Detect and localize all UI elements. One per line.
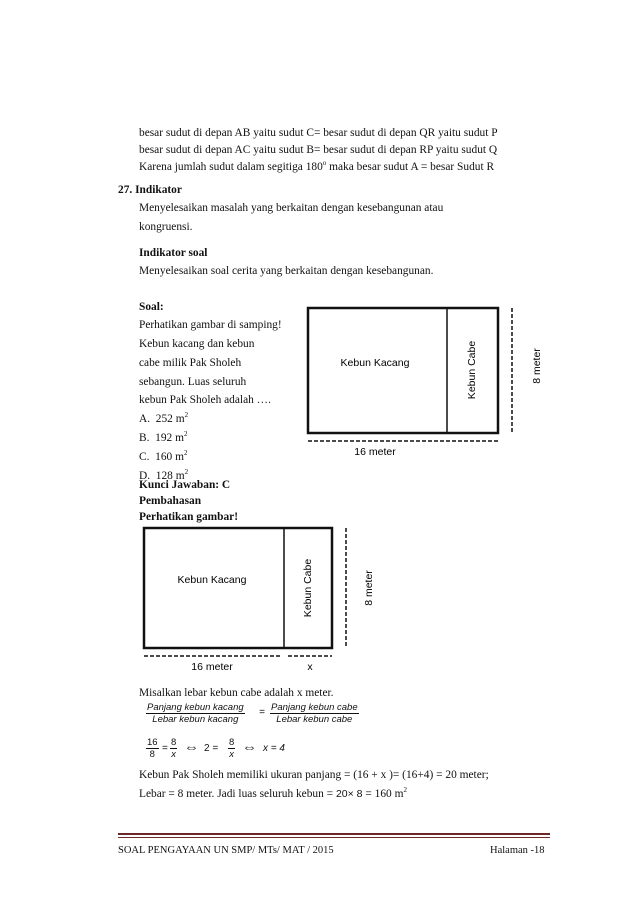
- width-label: 16 meter: [191, 661, 233, 673]
- ratio-numerator: Panjang kebun cabe: [271, 702, 358, 713]
- calc-numerator: 8: [229, 737, 235, 748]
- equivalence-arrow-icon: ⇔: [242, 739, 257, 756]
- calc-fraction-8-x: [170, 737, 177, 760]
- width-label: 16 meter: [354, 446, 396, 458]
- calc-fraction-8-x-2: [228, 737, 235, 760]
- calc-fraction-16-8: [146, 737, 159, 760]
- question-number-heading: 27. Indikator: [118, 184, 182, 196]
- soal-line: sebangun. Luas seluruh: [139, 376, 247, 388]
- garden-figure-1: [300, 300, 560, 460]
- kebun-cabe-label: Kebun Cabe: [466, 340, 478, 400]
- x-label: x: [307, 661, 313, 673]
- indicator-line-2: kongruensi.: [139, 221, 193, 233]
- ratio-denominator: Lebar kebun cabe: [276, 714, 353, 725]
- indicator-line-1: Menyelesaikan masalah yang berkaitan dengan kesebangunan atau: [139, 202, 444, 214]
- indicator-soal-heading: Indikator soal: [139, 247, 208, 259]
- calc-equals: =: [162, 743, 168, 754]
- option-c: C. 160 $m^2$: [139, 449, 188, 463]
- calc-denominator: 8: [149, 749, 155, 760]
- height-label: 8 meter: [531, 348, 543, 384]
- intro-line-2: besar sudut di depan AC yaitu sudut B= besar sudut di depan RP yaitu sudut Q: [139, 144, 498, 156]
- misalkan-line: Misalkan lebar kebun cabe adalah x meter.: [139, 687, 334, 699]
- calc-denominator: x: [171, 749, 177, 760]
- height-label: 8 meter: [363, 570, 375, 606]
- ratio-equals: =: [259, 707, 265, 718]
- ratio-fraction-kacang: [146, 702, 245, 725]
- soal-line: cabe milik Pak Sholeh: [139, 357, 242, 369]
- intro-line-3: Karena jumlah sudut dalam segitiga 180$^o$ maka besar sudut A = besar Sudut R: [139, 159, 495, 173]
- pembahasan-heading: Pembahasan: [139, 495, 202, 507]
- ratio-numerator: Panjang kebun kacang: [147, 702, 244, 713]
- garden-figure-2: [136, 520, 386, 675]
- final-line-1: Kebun Pak Sholeh memiliki ukuran panjang = (16 + x )= (16+4) = 20 meter;: [139, 769, 489, 781]
- perhatikan-heading: Perhatikan gambar!: [139, 511, 239, 523]
- kebun-kacang-label: Kebun Kacang: [177, 574, 247, 586]
- kebun-kacang-label: Kebun Kacang: [340, 357, 410, 369]
- option-a: A. 252 $m^2$: [139, 411, 189, 425]
- footer-rule-thin: [118, 837, 550, 838]
- calc-middle: 2 =: [204, 743, 219, 754]
- ratio-denominator: Lebar kebun kacang: [152, 714, 239, 725]
- option-b: B. 192 $m^2$: [139, 430, 188, 444]
- equivalence-arrow-icon: ⇔: [184, 739, 199, 756]
- calc-result: x = 4: [263, 743, 285, 754]
- footer-page-number: Halaman -18: [490, 845, 545, 856]
- calc-denominator: x: [229, 749, 235, 760]
- intro-line-1: besar sudut di depan AB yaitu sudut C= besar sudut di depan QR yaitu sudut P: [139, 127, 498, 139]
- answer-key: Kunci Jawaban: C: [139, 479, 231, 491]
- kebun-cabe-label: Kebun Cabe: [302, 558, 314, 618]
- soal-line: kebun Pak Sholeh adalah ….: [139, 394, 271, 406]
- footer-rule-thick: [118, 833, 550, 835]
- footer-left: SOAL PENGAYAAN UN SMP/ MTs/ MAT / 2015: [118, 845, 334, 856]
- soal-line: Perhatikan gambar di samping!: [139, 319, 282, 331]
- soal-heading: Soal:: [139, 301, 164, 313]
- calc-numerator: 8: [171, 737, 177, 748]
- soal-line: Kebun kacang dan kebun: [139, 338, 255, 350]
- calc-numerator: 16: [147, 737, 158, 748]
- final-line-2: Lebar = 8 meter. Jadi luas seluruh kebun = 20× 8 = 160 $m^2$: [139, 786, 407, 800]
- option-d: D. 128 $m^2$: [139, 468, 189, 482]
- ratio-fraction-cabe: [270, 702, 359, 725]
- indicator-soal-text: Menyelesaikan soal cerita yang berkaitan dengan kesebangunan.: [139, 265, 434, 277]
